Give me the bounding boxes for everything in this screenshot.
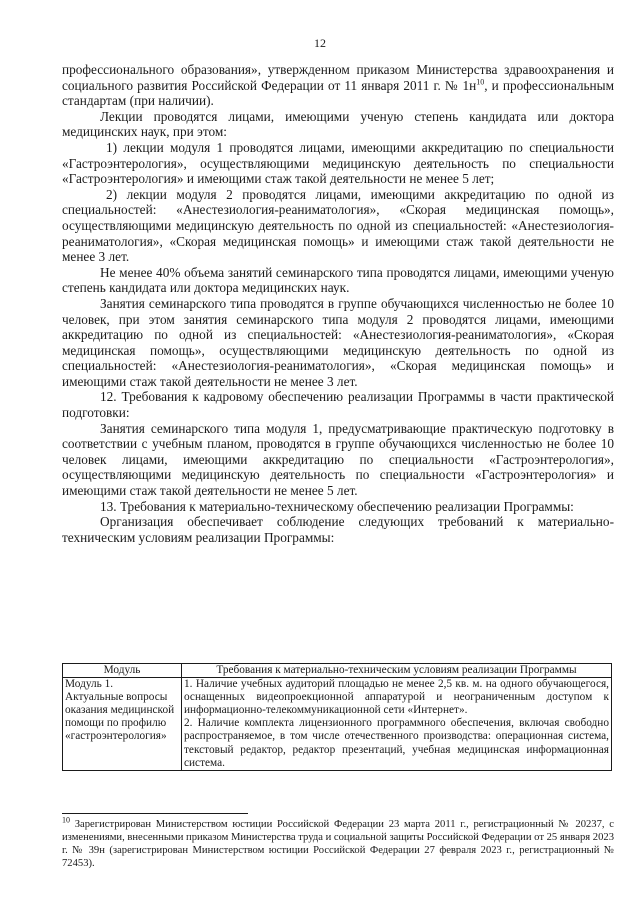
paragraph-9: 13. Требования к материально-техническому обеспечению реализации Программы: <box>100 498 574 514</box>
paragraph-1-text: профессионального образования», утвержденном приказом Министерства здравоохранения и социального развития Российской Федерации от 11 января 2011 г. № 1н <box>62 62 614 93</box>
requirement-1: 1. Наличие учебных аудиторий площадью не менее 2,5 кв. м. на одного обучающегося, оснащенных видеопроекционной аппаратурой и неограниченным доступом к информационно-телекоммуникационной сети «Интернет». <box>184 678 609 717</box>
paragraph-10: Организация обеспечивает соблюдение следующих требований к материально-техническим условиям реализации Программы: <box>62 514 614 545</box>
column-header-module: Модуль <box>63 664 182 678</box>
footnote-divider <box>62 813 248 814</box>
paragraph-6: Занятия семинарского типа проводятся в группе обучающихся численностью не более 10 человек, при этом занятия семинарского типа модуля 2 проводятся лицами, имеющими аккредитацию по одной из специальностей: «Анестезиология-реаниматология», «Скорая медицинская помощь», осуществляющими медицинскую деятельность по одной из специальностей: «Анестезиология-реаниматология», «Скорая медицинская помощь» и имеющими стаж такой деятельности не менее 3 лет. <box>62 295 614 389</box>
table-row <box>63 678 612 771</box>
requirements-cell <box>182 678 612 771</box>
paragraph-8: Занятия семинарского типа модуля 1, предусматривающие практическую подготовку в соответствии с учебным планом, проводятся в группе обучающихся численностью не более 10 человек лицами, имеющими аккредитацию по специальности «Гастроэнтерология», осуществляющими медицинскую деятельность по специальности «Гастроэнтерология» и имеющими стаж такой деятельности не менее 5 лет. <box>62 420 614 499</box>
page-number: 12 <box>314 36 326 50</box>
document-body <box>62 62 614 545</box>
footnote <box>62 815 614 870</box>
column-header-requirements: Требования к материально-техническим условиям реализации Программы <box>182 664 612 678</box>
paragraph-4: 2) лекции модуля 2 проводятся лицами, имеющими аккредитацию по одной из специальностей: «Анестезиология-реаниматология», «Скорая медицинская помощь», осуществляющими медицинскую деятельность по одной из специальностей: «Анестезиология-реаниматология», «Скорая медицинская помощь» и имеющими стаж такой деятельности не менее 3 лет. <box>62 186 614 265</box>
paragraph-7: 12. Требования к кадровому обеспечению реализации Программы в части практической подготовки: <box>62 389 614 421</box>
requirement-2: 2. Наличие комплекта лицензионного программного обеспечения, включая свободно распространяемое, в том числе отечественного производства: операционная система, текстовый редактор, редактор презентаций, учебная медицинская информационная система. <box>184 717 609 769</box>
footnote-mark: 10 <box>62 815 70 825</box>
footnote-ref[interactable]: 10 <box>476 77 485 87</box>
paragraph-1-tail: , и профессиональным стандартам (при наличии). <box>62 77 615 109</box>
module-name: Актуальные вопросы оказания медицинской помощи по профилю «гастроэнтерология» <box>65 691 175 743</box>
footnote-text: Зарегистрирован Министерством юстиции Российской Федерации 23 марта 2011 г., регистрационный № 20237, с изменениями, внесенными приказом Министерства труда и социальной защиты Российской Федерации от 25 января 2023 г. № 39н (зарегистрирован Министерством юстиции Российской Федерации 27 февраля 2023 г., регистрационный № 72453). <box>62 819 614 869</box>
paragraph-5: Не менее 40% объема занятий семинарского типа проводятся лицами, имеющими ученую степень кандидата или доктора медицинских наук. <box>62 264 614 296</box>
paragraph-1 <box>62 62 614 109</box>
paragraph-2: Лекции проводятся лицами, имеющими ученую степень кандидата или доктора медицинских наук, при этом: <box>62 108 614 140</box>
module-title: Модуль 1. <box>65 678 114 691</box>
module-cell <box>63 678 182 771</box>
table-header-row <box>63 664 612 678</box>
requirements-table <box>62 663 612 771</box>
paragraph-3: 1) лекции модуля 1 проводятся лицами, имеющими аккредитацию по специальности «Гастроэнтерология», осуществляющими медицинскую деятельность по специальности «Гастроэнтерология» и имеющими стаж такой деятельности не менее 5 лет; <box>62 139 614 187</box>
